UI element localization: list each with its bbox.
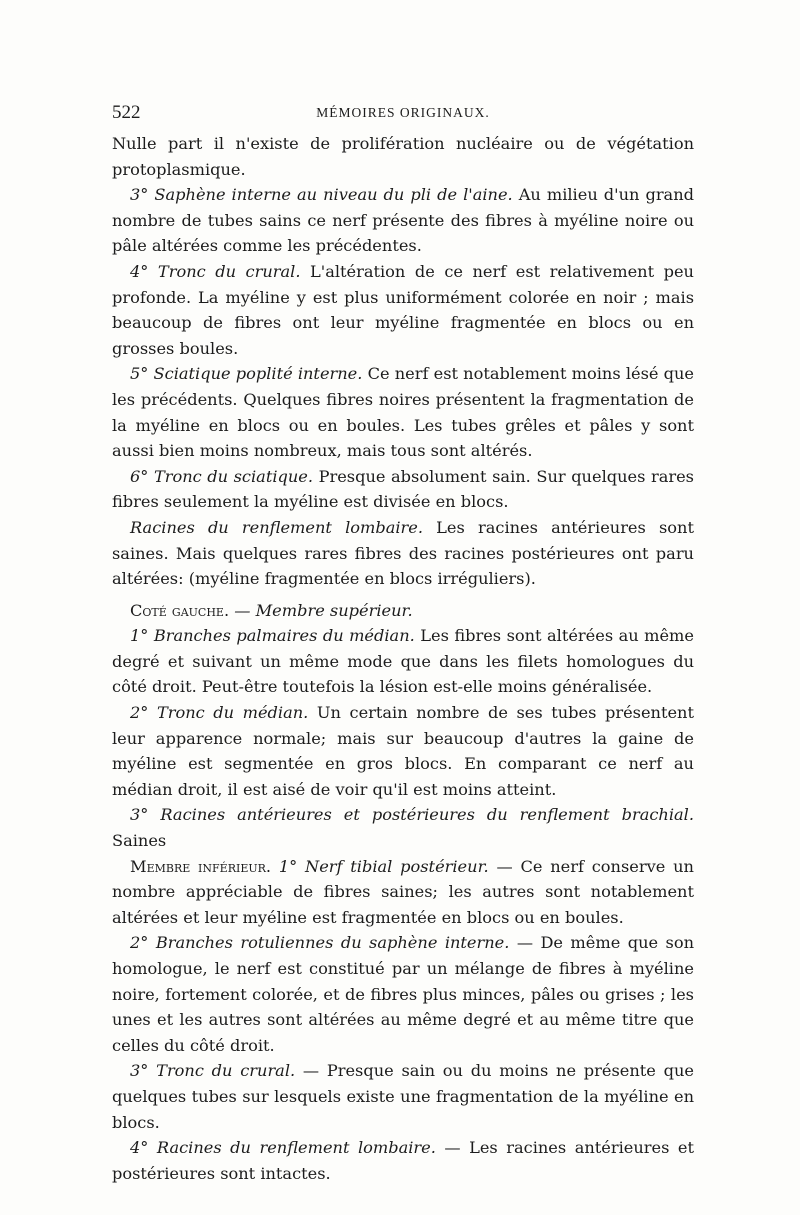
paragraph-text: Les racines antérieures sont saines. Mais quelques rares fibres des racines postérieures ont paru altérées: (myéline fragmentée en blocs irréguliers).: [112, 517, 694, 589]
paragraph-text: L'altération de ce nerf est relativement peu profonde. La myéline y est plus uniformément colorée en noir ; mais beaucoup de fibres ont leur myéline fragmentée en blocs ou en grosses boules.: [112, 261, 694, 358]
paragraph: [112, 802, 694, 853]
paragraph-heading: Racines du renflement lombaire.: [130, 517, 423, 537]
running-title: MÉMOIRES ORIGINAUX.: [316, 105, 490, 120]
paragraph-heading: 2° Tronc du médian.: [130, 703, 309, 723]
paragraph: [112, 464, 694, 515]
paragraph-text: Au milieu d'un grand nombre de tubes sains ce nerf présente des fibres à myéline noire ou pâle altérées comme les précédentes.: [112, 185, 694, 256]
paragraph-heading: 4° Tronc du crural.: [130, 261, 301, 281]
paragraph-text: — Les racines antérieures et postérieures sont intactes.: [112, 1138, 694, 1183]
paragraph-heading: 2° Branches rotuliennes du saphène interne.: [130, 933, 510, 953]
paragraph-text: Saines: [112, 831, 167, 851]
paragraph: [112, 1135, 694, 1186]
paragraph: [112, 182, 694, 259]
paragraph-text: Presque absolument sain. Sur quelques rares fibres seulement la myéline est divisée en blocs.: [112, 466, 694, 512]
paragraph-text: — Presque sain ou du moins ne présente que quelques tubes sur lesquels existe une fragmentation de la myéline en blocs.: [112, 1061, 694, 1132]
page-number: 522: [112, 102, 141, 123]
paragraph-text: Un certain nombre de ses tubes présentent leur apparence normale; mais sur beaucoup d'autres la gaine de myéline est segmentée en gros blocs. En comparant ce nerf au médian droit, il est aisé de voir qu'il est moins atteint.: [112, 703, 694, 799]
page-header: [112, 98, 694, 130]
paragraph-heading: 3° Racines antérieures et postérieures du renflement brachial.: [130, 805, 694, 825]
paragraph: [112, 700, 694, 802]
paragraph-heading: 1° Nerf tibial postérieur.: [271, 856, 489, 876]
paragraph: [112, 131, 694, 182]
paragraph: [112, 361, 694, 463]
paragraph-heading: 4° Racines du renflement lombaire.: [130, 1138, 436, 1158]
paragraph-text: — Ce nerf conserve un nombre appréciable de fibres saines; les autres sont notablement altérées et leur myéline est fragmentée en blocs ou en boules.: [112, 856, 694, 927]
paragraph-heading: 6° Tronc du sciatique.: [130, 466, 314, 486]
paragraph-heading: 3° Tronc du crural.: [130, 1061, 296, 1081]
paragraph-text: Nulle part il n'existe de prolifération nucléaire ou de végétation protoplasmique.: [112, 134, 694, 179]
paragraph: [112, 259, 694, 361]
section-subtitle: — Membre supérieur.: [229, 600, 413, 620]
section-label: Membre inférieur.: [130, 856, 272, 876]
paragraph: [112, 930, 694, 1058]
paragraph-text: — De même que son homologue, le nerf est constitué par un mélange de fibres à myéline noire, fortement colorée, et de fibres plus minces, pâles ou grises ; les unes et les autres sont altérées au même degré et au même titre que celles du côté droit.: [112, 933, 694, 1055]
paragraph-text: Les fibres sont altérées au même degré et suivant un même mode que dans les filets homologues du côté droit. Peut-être toutefois la lésion est-elle moins généralisée.: [112, 626, 694, 697]
paragraph-text: Ce nerf est notablement moins lésé que les précédents. Quelques fibres noires présentent la fragmentation de la myéline en blocs ou en boules. Les tubes grêles et pâles y sont aussi bien moins nombreux, mais tous sont altérés.: [112, 364, 694, 461]
paragraph: [112, 515, 694, 592]
page-body: [112, 131, 694, 1186]
section-heading-left-side: [112, 598, 694, 624]
paragraph-heading: 3° Saphène interne au niveau du pli de l'aine.: [130, 185, 513, 205]
section-label: Coté gauche.: [130, 600, 230, 620]
paragraph-heading: 5° Sciatique poplité interne.: [130, 364, 363, 384]
paragraph: [112, 1058, 694, 1135]
paragraph-heading: 1° Branches palmaires du médian.: [130, 626, 415, 646]
paragraph: [112, 623, 694, 700]
paragraph: [112, 854, 694, 931]
